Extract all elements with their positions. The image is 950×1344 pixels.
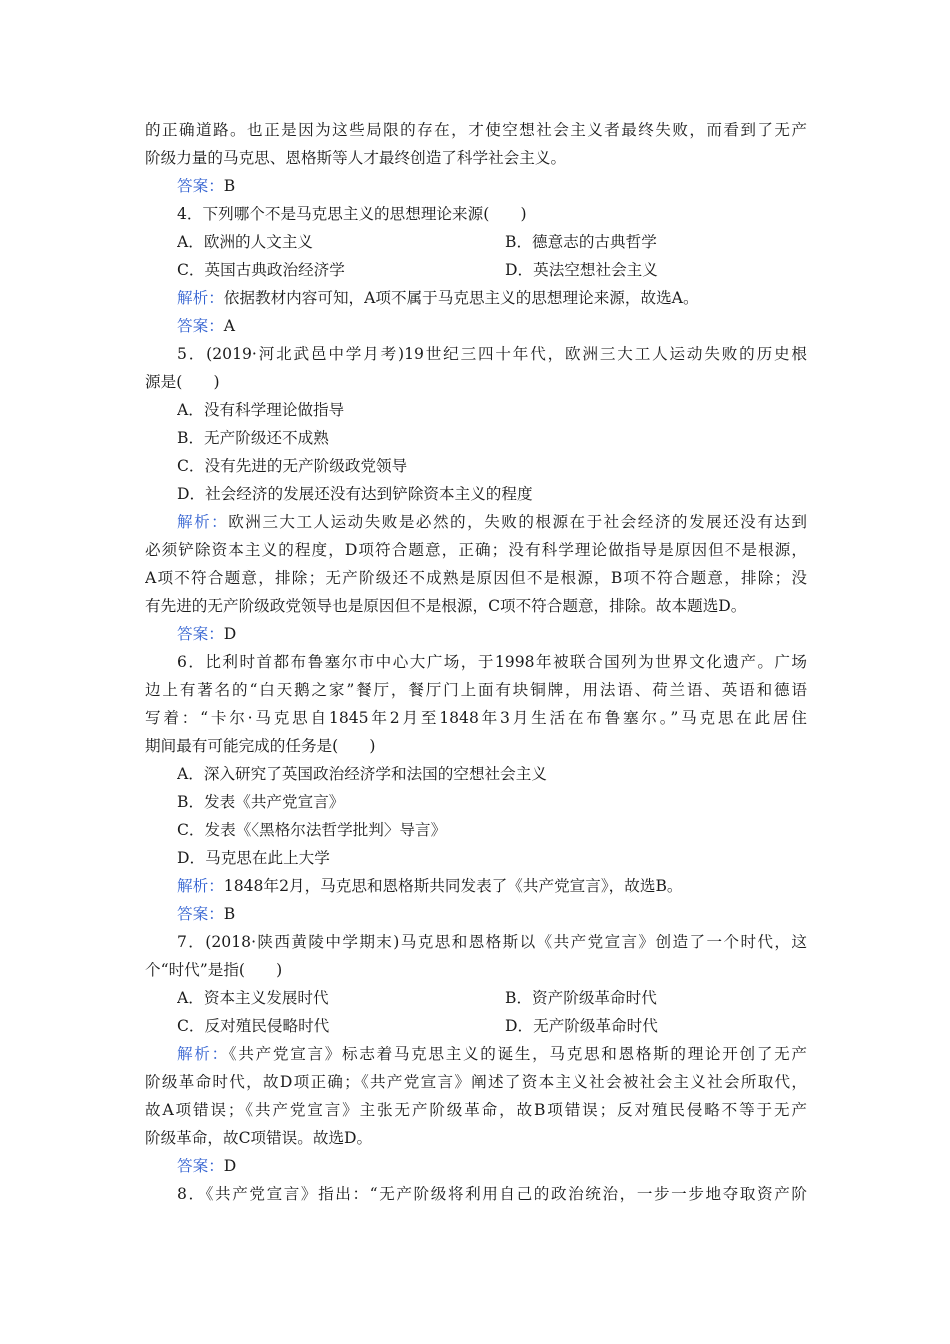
answer-q4 xyxy=(177,316,807,336)
text-line: 阶级革命时代，故D项正确；《共产党宣言》阐述了资本主义社会被社会主义社会所取代， xyxy=(145,1073,807,1091)
analysis-label: 解析： xyxy=(177,513,229,531)
answer-value: D xyxy=(223,625,237,643)
answer-value: D xyxy=(223,1157,237,1175)
q7-option-c: C．反对殖民侵略时代 xyxy=(177,1017,330,1035)
answer-label: 答案： xyxy=(177,625,224,643)
analysis-label: 解析： xyxy=(177,289,224,307)
question-6-stem: 6．比利时首都布鲁塞尔市中心大广场，于1998年被联合国列为世界文化遗产。广场 xyxy=(177,653,807,671)
answer-value: B xyxy=(223,177,236,195)
q7-option-d: D．无产阶级革命时代 xyxy=(505,1017,658,1035)
question-5-stem: 5．(2019·河北武邑中学月考)19世纪三四十年代，欧洲三大工人运动失败的历史根 xyxy=(177,345,807,363)
analysis-q6 xyxy=(177,876,807,896)
text-line: 有先进的无产阶级政党领导也是原因但不是根源，C项不符合题意，排除。故本题选D。 xyxy=(145,597,747,615)
analysis-label: 解析： xyxy=(177,1045,229,1063)
text-line: 写着：“卡尔·马克思自1845年2月至1848年3月生活在布鲁塞尔。”马克思在此居住 xyxy=(145,709,807,727)
text-line: 阶级力量的马克思、恩格斯等人才最终创造了科学社会主义。 xyxy=(145,149,567,167)
q5-option-d: D．社会经济的发展还没有达到铲除资本主义的程度 xyxy=(177,485,533,503)
analysis-text: 1848年2月，马克思和恩格斯共同发表了《共产党宣言》，故选B。 xyxy=(223,877,683,895)
analysis-q4 xyxy=(177,288,807,308)
question-4-stem: 4．下列哪个不是马克思主义的思想理论来源( ) xyxy=(177,205,527,223)
text-line: A项不符合题意，排除；无产阶级还不成熟是原因但不是根源，B项不符合题意，排除；没 xyxy=(145,569,807,587)
analysis-text: 《共产党宣言》标志着马克思主义的诞生，马克思和恩格斯的理论开创了无产 xyxy=(228,1045,807,1063)
answer-label: 答案： xyxy=(177,177,224,195)
answer-label: 答案： xyxy=(177,317,224,335)
answer-q5 xyxy=(177,624,807,644)
answer-q3 xyxy=(177,176,807,196)
q4-option-b: B．德意志的古典哲学 xyxy=(505,233,657,251)
q6-option-b: B．发表《共产党宣言》 xyxy=(177,793,345,811)
answer-q6 xyxy=(177,904,807,924)
q6-option-a: A．深入研究了英国政治经济学和法国的空想社会主义 xyxy=(177,765,547,783)
analysis-label: 解析： xyxy=(177,877,224,895)
q6-option-d: D．马克思在此上大学 xyxy=(177,849,330,867)
answer-value: B xyxy=(223,905,236,923)
q5-option-c: C．没有先进的无产阶级政党领导 xyxy=(177,457,408,475)
answer-label: 答案： xyxy=(177,1157,224,1175)
text-line: 阶级革命，故C项错误。故选D。 xyxy=(145,1129,373,1147)
text-line: 故A项错误；《共产党宣言》主张无产阶级革命，故B项错误；反对殖民侵略不等于无产 xyxy=(145,1101,807,1119)
q7-option-b: B．资产阶级革命时代 xyxy=(505,989,657,1007)
q4-option-c: C．英国古典政治经济学 xyxy=(177,261,345,279)
q6-option-c: C．发表《〈黑格尔法哲学批判〉导言》 xyxy=(177,821,447,839)
q4-option-d: D．英法空想社会主义 xyxy=(505,261,658,279)
q5-option-b: B．无产阶级还不成熟 xyxy=(177,429,329,447)
question-8-stem: 8．《共产党宣言》指出：“无产阶级将利用自己的政治统治，一步一步地夺取资产阶 xyxy=(177,1185,807,1203)
text-line: 必须铲除资本主义的程度，D项符合题意，正确；没有科学理论做指导是原因但不是根源， xyxy=(145,541,807,559)
question-7-stem: 7．(2018·陕西黄陵中学期末)马克思和恩格斯以《共产党宣言》创造了一个时代，这 xyxy=(177,933,807,951)
analysis-q7 xyxy=(177,1044,807,1064)
q5-option-a: A．没有科学理论做指导 xyxy=(177,401,345,419)
text-line: 源是( ) xyxy=(145,373,220,391)
answer-label: 答案： xyxy=(177,905,224,923)
answer-q7 xyxy=(177,1156,807,1176)
q4-option-a: A．欧洲的人文主义 xyxy=(177,233,314,251)
q7-option-a: A．资本主义发展时代 xyxy=(177,989,329,1007)
answer-value: A xyxy=(223,317,236,335)
analysis-text: 欧洲三大工人运动失败是必然的，失败的根源在于社会经济的发展还没有达到 xyxy=(228,513,807,531)
text-line: 期间最有可能完成的任务是( ) xyxy=(145,737,376,755)
text-line: 边上有著名的“白天鹅之家”餐厅，餐厅门上面有块铜牌，用法语、荷兰语、英语和德语 xyxy=(145,681,807,699)
text-line: 个“时代”是指( ) xyxy=(145,961,283,979)
analysis-q5 xyxy=(177,512,807,532)
analysis-text: 依据教材内容可知，A项不属于马克思主义的思想理论来源，故选A。 xyxy=(223,289,699,307)
text-line: 的正确道路。也正是因为这些局限的存在，才使空想社会主义者最终失败，而看到了无产 xyxy=(145,121,807,139)
